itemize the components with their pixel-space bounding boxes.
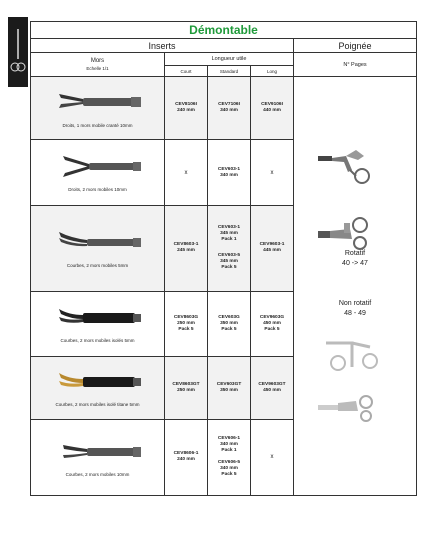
curved-10mm-icon [53, 437, 143, 467]
ref-pack: Pack 1 [221, 448, 237, 454]
ref-code: CEV9603GT [258, 381, 286, 387]
mors-cell [31, 77, 165, 140]
ref-code: CEV8603-1 [173, 242, 199, 248]
long-cell [251, 419, 294, 495]
ref-code: CEV8106I [175, 102, 197, 108]
ref-length: 450 mm [263, 387, 281, 393]
ref-code: CEV8603G [173, 314, 199, 320]
ref-length: 340 mm [220, 442, 238, 448]
mors-cell [31, 291, 165, 356]
standard-cell [208, 419, 251, 495]
ref-length: 340 mm [220, 108, 238, 114]
curved-insulated-icon [53, 303, 143, 333]
ref-length: 350 mm [220, 320, 238, 326]
col-court: Court [165, 66, 208, 77]
long-cell [251, 140, 294, 206]
row-caption: Courbes, 2 mors mobiles isolés 5mm [60, 338, 135, 344]
court-cell [165, 356, 208, 419]
ref-pack: Pack 1 [221, 237, 237, 243]
ref-length: 240 mm [177, 457, 195, 463]
standard-cell [208, 140, 251, 206]
poignee-header: Poignée [294, 39, 417, 53]
ref-length: 450 mm [263, 320, 281, 326]
non-rotatif-label: Non rotatif [338, 300, 372, 307]
ref-code: CEV9603G [259, 314, 285, 320]
ref-length: 340 mm [220, 172, 238, 178]
unavailable-mark: x [270, 169, 274, 176]
ref-length: 250 mm [177, 387, 195, 393]
ref-length: 345 mm [220, 231, 238, 237]
scissors-icon [10, 29, 26, 79]
handle-rotatif-icon [316, 146, 386, 190]
ref-length: 345 mm [220, 259, 238, 265]
mors-label: Mors [90, 57, 105, 64]
ref-code: CEV606-5 [217, 460, 241, 466]
col-standard: Standard [208, 66, 251, 77]
ref-length: 350 mm [220, 387, 238, 393]
curved-grasper-icon [53, 228, 143, 258]
rotatif-label: Rotatif [344, 250, 366, 257]
mors-cell [31, 206, 165, 291]
ref-pack: Pack 5 [178, 326, 194, 332]
ref-pack: Pack 5 [221, 265, 237, 271]
inserts-header: Inserts [31, 39, 294, 53]
standard-cell [208, 356, 251, 419]
ref-code: CEV603GT [216, 381, 242, 387]
mors-cell [31, 419, 165, 495]
scissors-insert-icon [53, 152, 143, 182]
ref-code: CEV606-1 [217, 436, 241, 442]
unavailable-mark: x [270, 454, 274, 461]
handle-non-rotatif-2-icon [316, 393, 386, 423]
ref-code: CEV7106I [218, 102, 240, 108]
non-rotatif-pages: 48 - 49 [344, 310, 366, 317]
long-cell [251, 356, 294, 419]
pages-header: N° Pages [294, 53, 417, 77]
ref-length: 440 mm [263, 108, 281, 114]
court-cell [165, 206, 208, 291]
handles-cell [294, 77, 417, 496]
standard-cell [208, 77, 251, 140]
ref-length: 445 mm [263, 248, 281, 254]
ref-pack: Pack 5 [264, 326, 280, 332]
court-cell [165, 291, 208, 356]
ref-code: CEV8603GT [172, 381, 200, 387]
ref-code: CEV9603-1 [259, 242, 285, 248]
row-caption: Courbes, 2 mors mobiles 5mm [66, 262, 129, 268]
ref-length: 340 mm [220, 466, 238, 472]
row-caption: Droits, 2 mors mobiles 10mm [68, 187, 127, 193]
court-cell [165, 77, 208, 140]
long-cell [251, 206, 294, 291]
ref-code: CEV9106I [261, 102, 283, 108]
ref-code: CEV603-5 [217, 253, 241, 259]
handle-non-rotatif-icon [322, 337, 392, 373]
ref-code: CEV603-1 [217, 166, 241, 172]
mors-cell [31, 140, 165, 206]
ref-code: CEV8606-1 [173, 451, 199, 457]
court-cell [165, 419, 208, 495]
catalog-table [30, 21, 417, 496]
ref-pack: Pack 5 [221, 326, 237, 332]
curved-titanium-icon [53, 367, 143, 397]
page-title: Démontable [31, 22, 417, 39]
ref-pack: Pack 5 [221, 472, 237, 478]
col-long: Long [251, 66, 294, 77]
row-caption: Courbes, 2 mors mobiles 10mm [65, 471, 130, 477]
ref-length: 245 mm [177, 248, 195, 254]
longueur-header: Longueur utile [165, 53, 294, 66]
mors-header [31, 53, 165, 77]
echelle-label: Echelle 1/1 [86, 65, 109, 71]
ref-length: 250 mm [177, 320, 195, 326]
mors-cell [31, 356, 165, 419]
rotatif-pages: 40 -> 47 [342, 260, 368, 267]
standard-cell [208, 291, 251, 356]
long-cell [251, 77, 294, 140]
row-caption: Droits, 1 mors mobile cranté 10mm [62, 122, 133, 128]
court-cell [165, 140, 208, 206]
standard-cell [208, 206, 251, 291]
table-row [31, 77, 417, 140]
ref-length: 240 mm [177, 108, 195, 114]
long-cell [251, 291, 294, 356]
ref-code: CEV603-1 [217, 225, 241, 231]
unavailable-mark: x [184, 169, 188, 176]
side-tab [8, 17, 28, 87]
row-caption: Courbes, 2 mors mobiles isolé titane 5mm [55, 402, 140, 408]
straight-grasper-icon [53, 88, 143, 118]
ref-code: CEV603G [218, 314, 240, 320]
